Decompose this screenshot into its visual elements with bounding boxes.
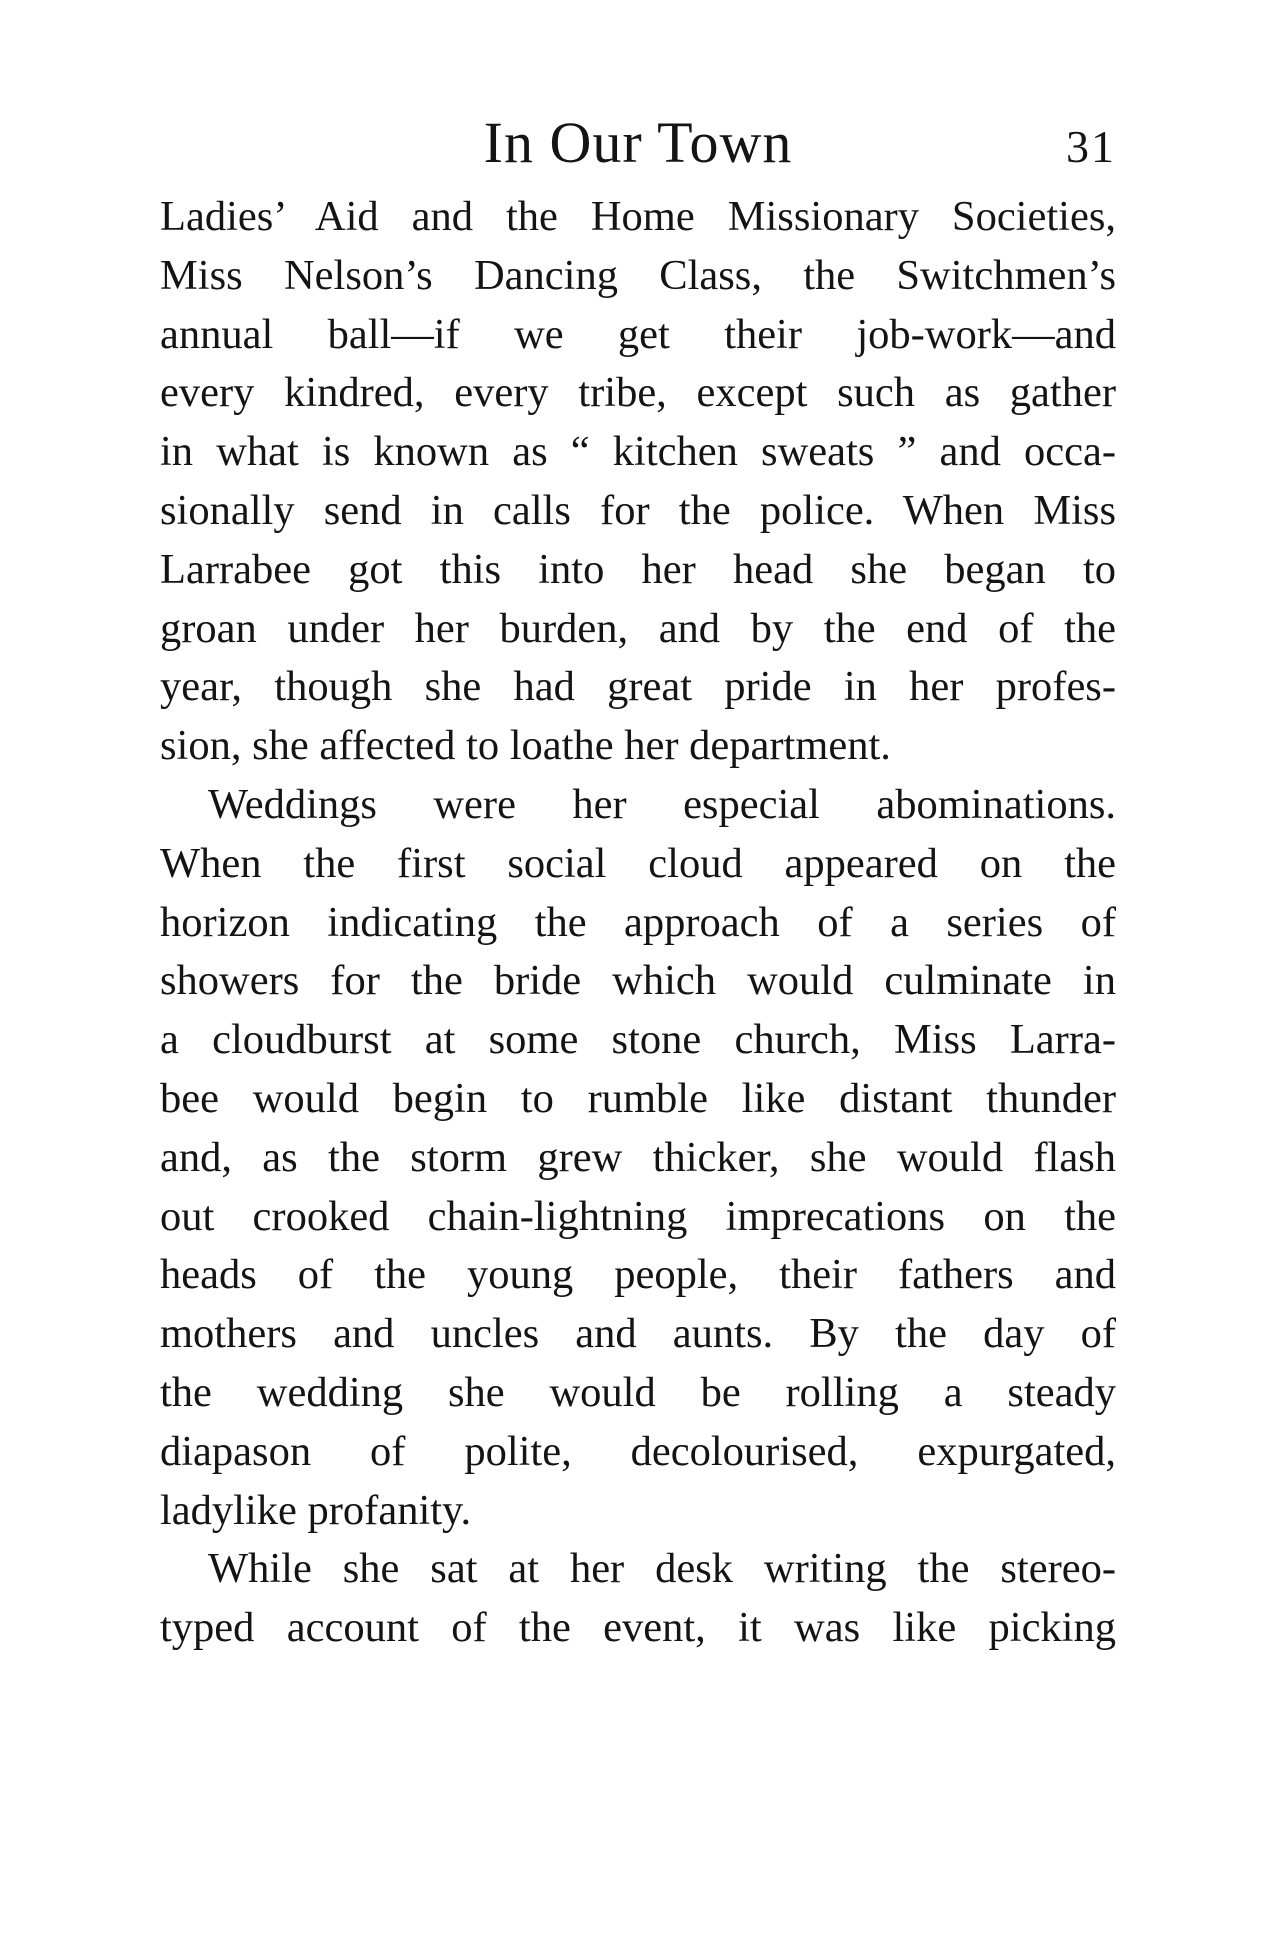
running-head [160, 108, 1116, 178]
text-line: When the first social cloud appeared on the [160, 839, 1116, 887]
text-line: groan under her burden, and by the end of the [160, 604, 1116, 652]
text-line: bee would begin to rumble like distant thunder [160, 1074, 1116, 1122]
text-line: sion, she affected to loathe her department. [160, 722, 891, 770]
page-number: 31 [1066, 121, 1116, 172]
text-line: Ladies’ Aid and the Home Missionary Societies, [160, 193, 1116, 240]
text-line: and, as the storm grew thicker, she would flash [160, 1133, 1116, 1181]
text-line: Weddings were her especial abominations. [208, 780, 1116, 828]
text-line: annual ball—if we get their job-work—and [160, 310, 1116, 358]
text-line: year, though she had great pride in her profes- [160, 663, 1116, 711]
text-line: horizon indicating the approach of a series of [160, 898, 1116, 946]
text-line: Miss Nelson’s Dancing Class, the Switchmen’s [160, 251, 1116, 299]
text-line: sionally send in calls for the police. When Miss [160, 486, 1116, 534]
text-line: the wedding she would be rolling a steady [160, 1368, 1116, 1416]
text-line: While she sat at her desk writing the stereo- [208, 1545, 1116, 1593]
text-line: showers for the bride which would culminate in [160, 957, 1116, 1005]
running-title: In Our Town [483, 110, 793, 175]
text-line: typed account of the event, it was like picking [160, 1604, 1116, 1652]
text-line: out crooked chain-lightning imprecations on the [160, 1192, 1116, 1240]
text-line: diapason of polite, decolourised, expurgated, [160, 1427, 1116, 1475]
text-line: every kindred, every tribe, except such as gather [160, 369, 1116, 417]
text-line: Larrabee got this into her head she began to [160, 545, 1116, 593]
text-line: mothers and uncles and aunts. By the day of [160, 1310, 1116, 1358]
text-line: in what is known as “ kitchen sweats ” and occa- [160, 428, 1116, 476]
text-line: ladylike profanity. [160, 1486, 472, 1534]
text-line: heads of the young people, their fathers and [160, 1251, 1116, 1299]
body-text [160, 188, 1116, 1658]
text-line: a cloudburst at some stone church, Miss Larra- [160, 1016, 1116, 1064]
